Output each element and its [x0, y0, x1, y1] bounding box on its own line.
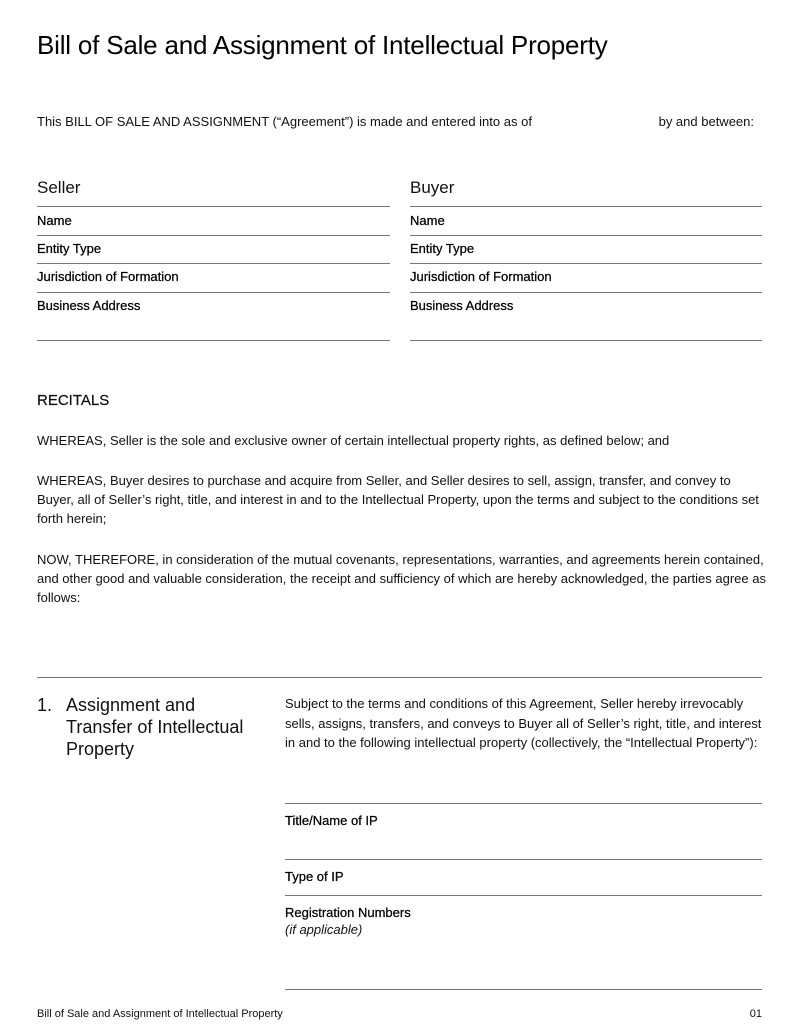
section-divider	[37, 677, 762, 678]
divider	[285, 803, 762, 804]
footer-doc-title: Bill of Sale and Assignment of Intellectual Property	[37, 1008, 283, 1020]
divider	[37, 340, 390, 341]
divider	[285, 859, 762, 860]
intro-text: This BILL OF SALE AND ASSIGNMENT (“Agreement”) is made and entered into as of	[37, 114, 532, 129]
divider	[410, 340, 762, 341]
divider	[37, 235, 390, 236]
buyer-heading: Buyer	[410, 178, 455, 197]
agreement-date-field[interactable]	[545, 114, 645, 130]
buyer-address-field[interactable]: Business Address	[410, 298, 514, 313]
recital-paragraph: NOW, THEREFORE, in consideration of the mutual covenants, representations, warranties, and agreements herein contained, and other good and valuable consideration, the receipt and sufficiency of which are hereby acknowledged, the parties agree as follows:	[37, 552, 766, 606]
divider	[37, 206, 390, 207]
document-title: Bill of Sale and Assignment of Intellectual Property	[37, 30, 608, 60]
divider	[37, 292, 390, 293]
recital-paragraph: WHEREAS, Buyer desires to purchase and acquire from Seller, and Seller desires to sell, assign, transfer, and convey to Buyer, all of Seller’s right, title, and interest in and to the Intellectual Property, upon the terms and subject to the conditions set forth herein;	[37, 473, 759, 527]
divider	[285, 895, 762, 896]
ip-title-field[interactable]: Title/Name of IP	[285, 813, 378, 828]
divider	[410, 235, 762, 236]
registration-numbers-field[interactable]: Registration Numbers	[285, 905, 411, 920]
buyer-jurisdiction-field[interactable]: Jurisdiction of Formation	[410, 269, 552, 284]
buyer-entity-type-field[interactable]: Entity Type	[410, 241, 475, 256]
intro-tail: by and between:	[658, 114, 754, 129]
divider	[285, 989, 762, 990]
divider	[410, 206, 762, 207]
page-number: 01	[749, 1008, 762, 1020]
seller-heading: Seller	[37, 178, 81, 197]
seller-address-field[interactable]: Business Address	[37, 298, 141, 313]
recitals-heading: RECITALS	[37, 392, 110, 409]
section-number: 1.	[37, 695, 53, 715]
divider	[410, 263, 762, 264]
section-title: Assignment and Transfer of Intellectual Property	[66, 695, 244, 759]
divider	[37, 263, 390, 264]
recital-paragraph: WHEREAS, Seller is the sole and exclusive owner of certain intellectual property rights, as defined below; and	[37, 433, 670, 448]
buyer-name-field[interactable]: Name	[410, 213, 445, 228]
registration-note: (if applicable)	[285, 922, 363, 937]
seller-name-field[interactable]: Name	[37, 213, 72, 228]
divider	[410, 292, 762, 293]
seller-jurisdiction-field[interactable]: Jurisdiction of Formation	[37, 269, 179, 284]
section-body: Subject to the terms and conditions of this Agreement, Seller hereby irrevocably sells, assigns, transfers, and conveys to Buyer all of Seller’s right, title, and interest in and to the following intellectual property (collectively, the “Intellectual Property”):	[285, 696, 762, 751]
seller-entity-type-field[interactable]: Entity Type	[37, 241, 102, 256]
ip-type-field[interactable]: Type of IP	[285, 869, 344, 884]
